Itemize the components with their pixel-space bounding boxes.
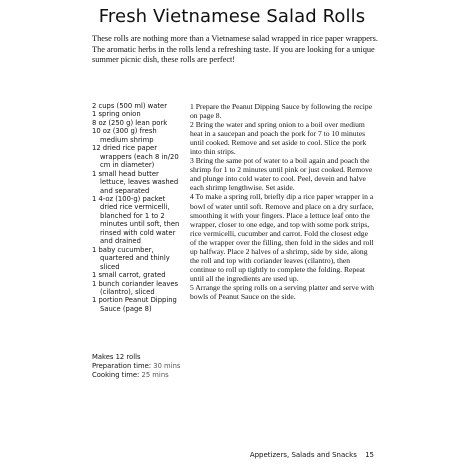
method-step: 3 Bring the same pot of water to a boil again and poach the shrimp for 1 to 2 minutes until pink or just cooked. Remove and plunge into cold water to cool. Peel, devein and halve each shrimp lengthwise. Set aside. bbox=[190, 156, 373, 193]
prep-time bbox=[92, 362, 192, 371]
ingredient-item: 8 oz (250 g) lean pork bbox=[92, 118, 168, 127]
ingredient-item: 10 oz (300 g) fresh medium shrimp bbox=[92, 127, 157, 144]
ingredient-item: 1 portion Peanut Dipping Sauce (page 8) bbox=[92, 296, 177, 313]
ingredient-item: 1 baby cucumber, quartered and thinly sliced bbox=[92, 245, 170, 271]
method-step: 4 To make a spring roll, briefly dip a rice paper wrapper in a bowl of water until soft. Remove and place on a dry surface, smoothing it with your fingers. Place a lettuce leaf onto the wrapper, closer to one edge, and top with some pork strips, rice vermicelli, cucumber and carrot. Fold the closest edge of the wrapper over the filling, then fold in the sides and roll up halfway. Place 2 halves of a shrimp, side by side, along the roll and top with coriander leaves (cilantro), then continue to roll up tightly to complete the folding. Repeat until all the ingredients are used up. bbox=[190, 192, 374, 283]
cook-time bbox=[92, 371, 192, 380]
ingredient-item: 12 dried rice paper wrappers (each 8 in/20 cm in diameter) bbox=[92, 144, 179, 170]
recipe-meta bbox=[92, 353, 192, 380]
method-step: 1 Prepare the Peanut Dipping Sauce by following the recipe on page 8. bbox=[190, 102, 372, 121]
section-name: Appetizers, Salads and Snacks bbox=[249, 451, 357, 459]
ingredient-item: 1 small carrot, grated bbox=[92, 271, 166, 280]
method-step: 5 Arrange the spring rolls on a serving platter and serve with bowls of Peanut Sauce on the side. bbox=[190, 282, 375, 301]
method-step: 2 Bring the water and spring onion to a boil over medium heat in a saucepan and poach the pork for 7 to 10 minutes until cooked. Remove and set aside to cool. Slice the pork into thin strips. bbox=[190, 120, 367, 157]
page-footer bbox=[250, 451, 374, 459]
prep-time-value: 30 mins bbox=[153, 362, 181, 370]
ingredient-item: 1 spring onion bbox=[92, 110, 141, 119]
method-steps bbox=[190, 102, 376, 301]
ingredient-item: 1 small head butter lettuce, leaves washed and separated bbox=[92, 169, 179, 195]
cook-time-value: 25 mins bbox=[141, 371, 169, 379]
yield-text: Makes 12 rolls bbox=[92, 353, 141, 361]
recipe-intro: These rolls are nothing more than a Vietnamese salad wrapped in rice paper wrappers. The aromatic herbs in the rolls lend a refreshing taste. If you are looking for a unique summer picnic dish, these rolls are perfect! bbox=[92, 34, 378, 65]
prep-time-label: Preparation time: bbox=[92, 362, 152, 370]
ingredient-list bbox=[92, 102, 182, 313]
page-number: 15 bbox=[365, 451, 374, 459]
cook-time-label: Cooking time: bbox=[92, 371, 140, 379]
ingredient-item: 1 4-oz (100-g) packet dried rice vermicelli, blanched for 1 to 2 minutes until soft, then rinsed with cold water and drained bbox=[92, 194, 180, 246]
ingredient-item: 2 cups (500 ml) water bbox=[92, 102, 168, 110]
page-title: Fresh Vietnamese Salad Rolls bbox=[98, 6, 366, 27]
ingredient-item: 1 bunch coriander leaves (cilantro), sliced bbox=[92, 279, 179, 296]
